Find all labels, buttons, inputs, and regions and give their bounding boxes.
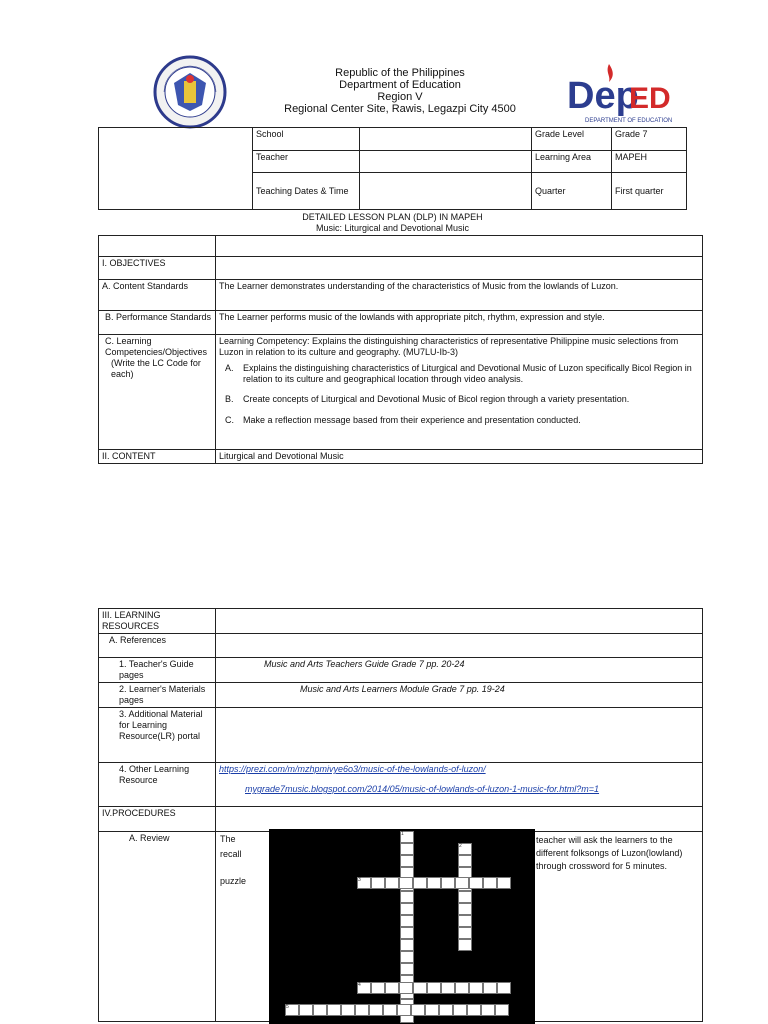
crossword-cell[interactable] (411, 1004, 425, 1016)
resource-num: 4. (119, 764, 127, 774)
crossword-cell[interactable] (341, 1004, 355, 1016)
plan-subtitle: Music: Liturgical and Devotional Music (315, 223, 470, 233)
crossword-cell[interactable] (455, 982, 469, 994)
crossword-cell[interactable] (299, 1004, 313, 1016)
resource-num: 1. (119, 659, 127, 669)
objective-item (219, 394, 699, 405)
crossword-cell[interactable] (371, 877, 385, 889)
crossword-cell[interactable] (400, 939, 414, 951)
school-label: School (253, 128, 360, 151)
crossword-cell[interactable] (385, 877, 399, 889)
content-text: Liturgical and Devotional Music (216, 450, 703, 464)
crossword-cell[interactable] (413, 982, 427, 994)
learning-competencies-label: C. Learning Competencies/Objectives (105, 336, 208, 357)
crossword-cell[interactable] (427, 982, 441, 994)
header-line-2: Department of Education (339, 79, 461, 91)
learning-resources-blank (216, 609, 703, 634)
crossword-cell[interactable] (355, 1004, 369, 1016)
crossword-cell[interactable] (399, 877, 413, 889)
objective-text: Create concepts of Liturgical and Devotional Music of Bicol region through a variety presentation. (243, 394, 630, 404)
crossword-clue-number: 4 (358, 982, 361, 988)
content-label: II. CONTENT (99, 450, 216, 464)
info-table (98, 127, 687, 210)
crossword-cell[interactable] (400, 951, 414, 963)
crossword-clue-number: 2 (459, 843, 462, 849)
plan-title: DETAILED LESSON PLAN (DLP) IN MAPEH (302, 212, 483, 222)
resource-item-2 (99, 683, 216, 708)
crossword-cell[interactable] (400, 855, 414, 867)
learning-area-label: Learning Area (532, 151, 612, 173)
resource-label: Learner's Materials pages (119, 684, 206, 705)
crossword-clue-number: 1 (401, 831, 404, 837)
review-word-1: The (220, 834, 236, 844)
grade-level-value: Grade 7 (612, 128, 687, 151)
objective-letter: A. (225, 363, 234, 373)
resource-num: 2. (119, 684, 127, 694)
crossword-cell[interactable] (413, 877, 427, 889)
objective-text: Explains the distinguishing characteristics of Liturgical and Devotional Music of Luzon specifically Bicol Region in relation to its culture and geographical location through video analysis. (243, 363, 692, 384)
grade-level-label: Grade Level (532, 128, 612, 151)
review-word-3: puzzle (220, 876, 247, 886)
learning-competencies-cell (99, 335, 216, 450)
procedures-label: IV.PROCEDURES (99, 807, 216, 832)
blank-header-cell (99, 236, 216, 257)
crossword-cell[interactable] (469, 982, 483, 994)
teacher-label: Teacher (253, 151, 360, 173)
additional-material-value (216, 708, 703, 763)
prezi-link[interactable]: https://prezi.com/m/mzhpmivye6o3/music-of-the-lowlands-of-luzon/ (219, 764, 486, 774)
header-line-3: Region V (377, 91, 423, 103)
crossword-cell[interactable] (400, 843, 414, 855)
crossword-cell[interactable] (455, 877, 469, 889)
crossword-cell[interactable] (400, 927, 414, 939)
learning-competency-text: Learning Competency: Explains the distinguishing characteristics of representative Philippine music selections from Luzon in relation to its culture and geography. (MU7LU-Ib-3) (219, 336, 679, 357)
crossword-cell[interactable] (425, 1004, 439, 1016)
resource-label: Additional Material for Learning Resource(LR) portal (119, 709, 203, 741)
plan-title-block (98, 212, 687, 234)
header-line-1: Republic of the Philippines (335, 67, 465, 79)
objective-item (219, 415, 699, 426)
crossword-cell[interactable] (458, 939, 472, 951)
teaching-dates-value (360, 173, 532, 210)
resource-item-1 (99, 658, 216, 683)
info-blank-cell (99, 128, 253, 210)
school-value (360, 128, 532, 151)
crossword-cell[interactable] (327, 1004, 341, 1016)
objectives-blank (216, 257, 703, 280)
crossword-cell[interactable] (495, 1004, 509, 1016)
crossword-cell[interactable] (385, 982, 399, 994)
objectives-table (98, 235, 703, 464)
other-resources-cell (216, 763, 703, 807)
objective-letter: C. (225, 415, 234, 425)
learning-resources-label: III. LEARNING RESOURCES (99, 609, 216, 634)
crossword-puzzle (269, 829, 535, 1024)
crossword-cell[interactable] (371, 982, 385, 994)
resource-item-3 (99, 708, 216, 763)
crossword-cell[interactable] (400, 963, 414, 975)
learning-area-value: MAPEH (612, 151, 687, 173)
crossword-cell[interactable] (481, 1004, 495, 1016)
crossword-cell[interactable] (497, 877, 511, 889)
deped-logo (565, 60, 673, 130)
quarter-label: Quarter (532, 173, 612, 210)
crossword-cell[interactable] (458, 927, 472, 939)
resource-label: Other Learning Resource (119, 764, 190, 785)
resource-num: 3. (119, 709, 127, 719)
teacher-value (360, 151, 532, 173)
crossword-cell[interactable] (483, 982, 497, 994)
crossword-cell[interactable] (383, 1004, 397, 1016)
teachers-guide-value: Music and Arts Teachers Guide Grade 7 pp. 20-24 (216, 658, 703, 683)
crossword-clue-number: 3 (358, 877, 361, 883)
content-standards-text: The Learner demonstrates understanding of the characteristics of Music from the lowlands of Luzon. (216, 280, 703, 311)
crossword-clue-number: 5 (286, 1004, 289, 1010)
svg-text:DEPARTMENT OF EDUCATION: DEPARTMENT OF EDUCATION (585, 118, 673, 124)
resource-item-4 (99, 763, 216, 807)
deped-seal (150, 55, 230, 129)
review-right-text: teacher will ask the learners to the different folksongs of Luzon(lowland) through crossword for 5 minutes. (536, 835, 683, 871)
crossword-cell[interactable] (453, 1004, 467, 1016)
objective-text: Make a reflection message based from their experience and presentation conducted. (243, 415, 581, 425)
review-word-2: recall (220, 849, 242, 859)
quarter-value: First quarter (612, 173, 687, 210)
crossword-cell[interactable] (458, 903, 472, 915)
crossword-cell[interactable] (441, 982, 455, 994)
learners-materials-value: Music and Arts Learners Module Grade 7 pp. 19-24 (216, 683, 703, 708)
teaching-dates-label: Teaching Dates & Time (253, 173, 360, 210)
blank-header-cell-2 (216, 236, 703, 257)
crossword-cell[interactable] (497, 982, 511, 994)
crossword-cell[interactable] (400, 915, 414, 927)
objectives-label: I. OBJECTIVES (99, 257, 216, 280)
learning-competencies-text-cell (216, 335, 703, 450)
crossword-cell[interactable] (458, 855, 472, 867)
objective-letter: B. (225, 394, 234, 404)
objective-item (219, 363, 699, 385)
header-address (260, 67, 540, 115)
procedures-blank (216, 807, 703, 832)
review-left-text (220, 834, 260, 887)
header-line-4: Regional Center Site, Rawis, Legazpi City 4500 (284, 103, 516, 115)
crossword-cell[interactable] (313, 1004, 327, 1016)
crossword-cell[interactable] (397, 1004, 411, 1016)
resource-label: Teacher's Guide pages (119, 659, 194, 680)
crossword-cell[interactable] (400, 891, 414, 903)
lc-code-note: (Write the LC Code for each) (111, 358, 201, 379)
blogspot-link[interactable]: mygrade7music.blogspot.com/2014/05/music-of-lowlands-of-luzon-1-music-for.html?m=1 (245, 784, 600, 794)
content-standards-label: A. Content Standards (99, 280, 216, 311)
crossword-cell[interactable] (441, 877, 455, 889)
crossword-cell[interactable] (458, 891, 472, 903)
references-label: A. References (99, 634, 216, 658)
performance-standards-text: The Learner performs music of the lowlands with appropriate pitch, rhythm, expression and style. (216, 311, 703, 335)
svg-text:ED: ED (629, 82, 671, 115)
crossword-cell[interactable] (469, 877, 483, 889)
performance-standards-label: B. Performance Standards (99, 311, 216, 335)
crossword-cell[interactable] (458, 915, 472, 927)
crossword-cell[interactable] (483, 877, 497, 889)
crossword-cell[interactable] (439, 1004, 453, 1016)
svg-text:Dep: Dep (567, 75, 639, 117)
crossword-cell[interactable] (427, 877, 441, 889)
crossword-cell[interactable] (400, 903, 414, 915)
review-label: A. Review (99, 832, 216, 1022)
crossword-cell[interactable] (399, 982, 413, 994)
crossword-cell[interactable] (369, 1004, 383, 1016)
crossword-cell[interactable] (467, 1004, 481, 1016)
references-blank (216, 634, 703, 658)
